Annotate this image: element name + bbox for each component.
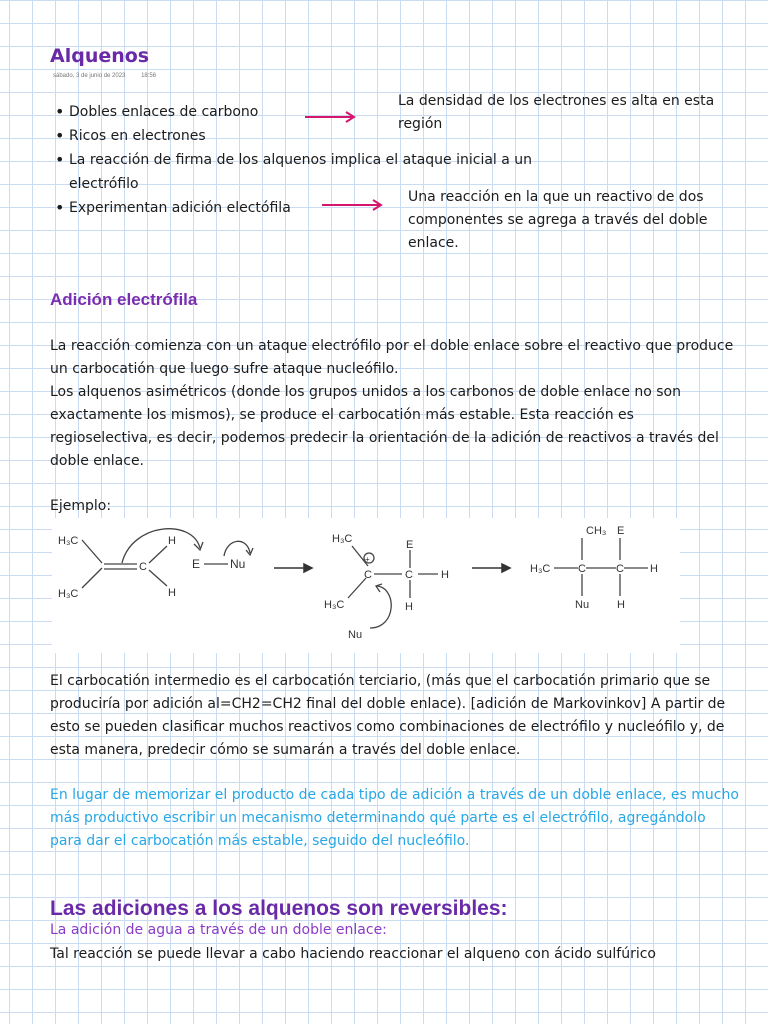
atom-label: C <box>364 569 372 581</box>
paragraph: Tal reacción se puede llevar a cabo haciendo reaccionar el alqueno con ácido sulfúrico <box>50 946 656 962</box>
page-date: sábado, 3 de junio de 2023 <box>53 73 126 79</box>
atom-label: H <box>617 599 625 611</box>
bullet-item: • Ricos en electrones <box>55 124 575 148</box>
atom-label: H₃C <box>530 563 551 575</box>
atom-label: C <box>616 563 624 575</box>
section-subheading: La adición de agua a través de un doble enlace: <box>50 922 387 938</box>
section-heading: Adición electrófila <box>50 290 198 309</box>
reaction-mechanism-diagram <box>52 518 680 653</box>
atom-label: CH₃ <box>586 525 607 537</box>
atom-label: E <box>617 525 625 537</box>
positive-charge-icon: + <box>365 555 370 564</box>
atom-label: C <box>578 563 586 575</box>
arrow-right-icon <box>320 198 386 212</box>
atom-label: Nu <box>230 557 246 571</box>
product-structure <box>554 538 648 596</box>
carbocation-structure <box>348 546 438 628</box>
page-title: Alquenos <box>50 45 150 67</box>
atom-label: H <box>168 535 176 547</box>
atom-label: H <box>650 563 658 575</box>
reaction-arrow-icon <box>274 564 312 572</box>
atom-label: Nu <box>575 599 590 611</box>
atom-label: Nu <box>348 629 363 641</box>
arrow-right-icon <box>303 110 359 124</box>
atom-label: C <box>139 561 147 573</box>
atom-label: H₃C <box>58 535 79 547</box>
section-heading: Las adiciones a los alquenos son reversibles: <box>50 897 508 920</box>
atom-label: H₃C <box>332 533 353 545</box>
page-time: 18:56 <box>141 73 157 79</box>
paragraph: La reacción comienza con un ataque electrófilo por el doble enlace sobre el reactivo que produce un carbocatión que luego sufre ataque nucleófilo. <box>50 338 734 377</box>
example-label: Ejemplo: <box>50 498 112 514</box>
atom-label: C <box>405 569 413 581</box>
atom-label: H₃C <box>58 588 79 600</box>
bullet-item: • Experimentan adición electófila <box>55 196 575 220</box>
bullet-item: • La reacción de firma de los alquenos implica el ataque inicial a un electrófilo <box>55 148 559 196</box>
note-reaction: Una reacción en la que un reactivo de dos componentes se agrega a través del doble enlace. <box>408 189 708 251</box>
atom-label: H <box>405 601 413 613</box>
paragraph: Los alquenos asimétricos (donde los grupos unidos a los carbonos de doble enlace no son exactamente los mismos), se produce el carbocatión más estable. Esta reacción es regioselectiva, es decir, podemos predecir la orientación de la adición de reactivos a través del doble enlace. <box>50 384 719 469</box>
atom-label: H <box>441 569 449 581</box>
atom-label: E <box>192 557 201 571</box>
atom-label: H <box>168 587 176 599</box>
atom-label: E <box>406 539 414 551</box>
page-timestamp <box>53 73 170 79</box>
note-density: La densidad de los electrones es alta en esta región <box>398 93 715 132</box>
reaction-arrow-icon <box>472 564 510 572</box>
atom-label: H₃C <box>324 599 345 611</box>
paragraph: El carbocatión intermedio es el carbocatión terciario, (más que el carbocatión primario que se produciría por adición al=CH2=CH2 final del doble enlace). [adición de Markovinkov] A partir de esto se pueden clasificar muchos reactivos como combinaciones de electrófilo y nucleófilo y, de esta manera, predecir cómo se sumarán a través del doble enlace. <box>50 673 726 758</box>
highlighted-paragraph: En lugar de memorizar el producto de cada tipo de adición a través de un doble enlace, es mucho más productivo escribir un mecanismo determinando qué parte es el electrófilo, agregándolo para dar el carbocatión más estable, seguido del nucleófilo. <box>50 787 739 849</box>
bullet-item: • Dobles enlaces de carbono <box>55 100 575 124</box>
